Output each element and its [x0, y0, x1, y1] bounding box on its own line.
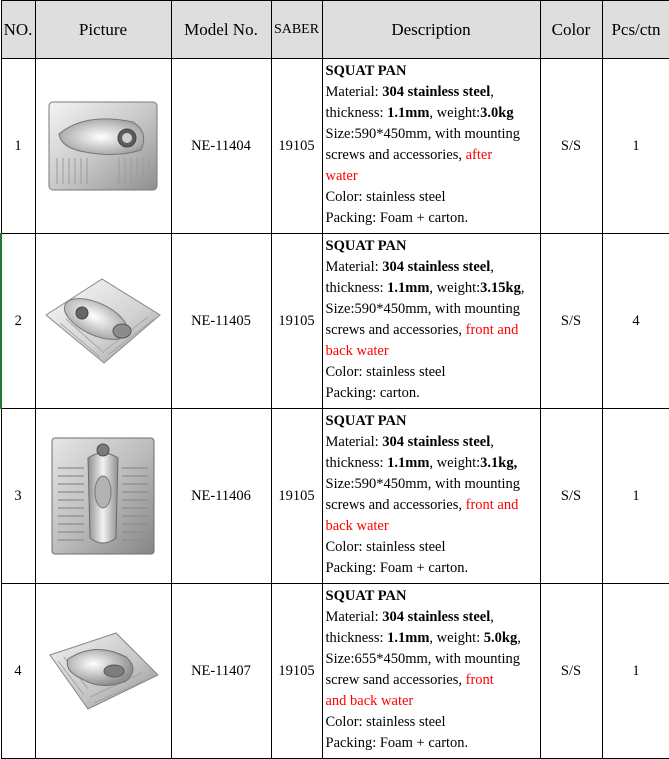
description-line: [326, 474, 537, 495]
color-value: S/S: [540, 59, 602, 234]
squat-pan-angled-icon: [42, 271, 164, 371]
description-text: Packing: Foam + carton.: [325, 560, 469, 576]
description-line: [326, 362, 537, 383]
description-text: front: [465, 672, 494, 688]
description-text: screw sand accessories,: [325, 672, 466, 688]
description-text: Material:: [325, 84, 383, 100]
description-text: 304 stainless steel: [382, 609, 491, 625]
description-cell: [322, 409, 540, 584]
description-line: [326, 257, 537, 278]
pcs-per-carton: 1: [602, 584, 669, 759]
description-text: 304 stainless steel: [382, 84, 491, 100]
description-text: , weight:: [429, 630, 484, 646]
saber-code: 19105: [271, 584, 322, 759]
description-text: 1.1mm: [387, 105, 430, 121]
saber-code: 19105: [271, 59, 322, 234]
pcs-per-carton: 1: [602, 409, 669, 584]
description-line: [326, 733, 537, 754]
description-text: 1.1mm: [387, 455, 430, 471]
description-text: ,: [490, 609, 494, 625]
header-pcs: Pcs/ctn: [602, 1, 669, 59]
description-text: and back water: [325, 693, 414, 709]
description-text: Material:: [325, 609, 383, 625]
description-text: SQUAT PAN: [325, 238, 407, 254]
description-line: [326, 432, 537, 453]
description-text: Packing: Foam + carton.: [325, 210, 469, 226]
description-text: 304 stainless steel: [382, 434, 491, 450]
description-text: screws and accessories,: [325, 147, 466, 163]
saber-code: 19105: [271, 409, 322, 584]
description-line: [326, 145, 537, 166]
description-line: [326, 187, 537, 208]
description-text: thickness:: [325, 630, 388, 646]
row-no: 2: [1, 234, 35, 409]
description-line: [326, 691, 537, 712]
model-number: NE-11406: [171, 409, 271, 584]
description-line: [326, 341, 537, 362]
squat-pan-top-icon: [48, 434, 158, 558]
header-model: Model No.: [171, 1, 271, 59]
description-text: , weight:: [429, 280, 481, 296]
description-line: [326, 82, 537, 103]
description-text: Color: stainless steel: [325, 364, 446, 380]
row-no: 3: [1, 409, 35, 584]
description-line: [326, 166, 537, 187]
description-text: water: [325, 168, 358, 184]
model-number: NE-11405: [171, 234, 271, 409]
description-line: [326, 124, 537, 145]
squat-pan-flat-icon: [45, 98, 161, 194]
description-text: Material:: [325, 259, 383, 275]
header-saber: SABER: [271, 1, 322, 59]
description-text: Color: stainless steel: [325, 189, 446, 205]
description-text: 304 stainless steel: [382, 259, 491, 275]
description-text: 3.1kg,: [480, 455, 518, 471]
row-no: 4: [1, 584, 35, 759]
squat-pan-deep-icon: [44, 625, 162, 717]
model-number: NE-11404: [171, 59, 271, 234]
description-line: [326, 103, 537, 124]
description-text: Material:: [325, 434, 383, 450]
description-text: ,: [517, 630, 521, 646]
description-text: Color: stainless steel: [325, 714, 446, 730]
description-text: screws and accessories,: [325, 322, 466, 338]
description-line: [326, 278, 537, 299]
table-row: [1, 234, 669, 409]
description-line: [326, 61, 537, 82]
description-text: Color: stainless steel: [325, 539, 446, 555]
product-picture: [35, 234, 171, 409]
description-line: [326, 586, 537, 607]
description-line: [326, 320, 537, 341]
row-no: 1: [1, 59, 35, 234]
description-text: , weight:: [429, 105, 481, 121]
table-row: [1, 409, 669, 584]
description-text: back water: [325, 518, 389, 534]
description-text: , weight:: [429, 455, 481, 471]
description-line: [326, 558, 537, 579]
pcs-per-carton: 1: [602, 59, 669, 234]
description-text: thickness:: [325, 280, 388, 296]
description-text: Size:590*450mm, with mounting: [325, 126, 521, 142]
description-cell: [322, 584, 540, 759]
saber-code: 19105: [271, 234, 322, 409]
description-line: [326, 208, 537, 229]
description-text: ,: [490, 84, 494, 100]
pcs-per-carton: 4: [602, 234, 669, 409]
description-text: Packing: carton.: [325, 385, 420, 401]
description-line: [326, 453, 537, 474]
description-text: Size:655*450mm, with mounting: [325, 651, 521, 667]
product-picture: [35, 59, 171, 234]
header-description: Description: [322, 1, 540, 59]
description-line: [326, 516, 537, 537]
description-text: front and: [465, 322, 519, 338]
color-value: S/S: [540, 409, 602, 584]
description-text: Size:590*450mm, with mounting: [325, 476, 521, 492]
table-row: [1, 59, 669, 234]
description-text: ,: [520, 280, 525, 296]
description-line: [326, 712, 537, 733]
description-text: back water: [325, 343, 389, 359]
description-line: [326, 299, 537, 320]
description-line: [326, 411, 537, 432]
product-picture: [35, 409, 171, 584]
table-row: [1, 584, 669, 759]
description-text: thickness:: [325, 105, 388, 121]
header-color: Color: [540, 1, 602, 59]
description-text: Packing: Foam + carton.: [325, 735, 469, 751]
header-picture: Picture: [35, 1, 171, 59]
description-line: [326, 236, 537, 257]
description-text: thickness:: [325, 455, 388, 471]
description-text: Size:590*450mm, with mounting: [325, 301, 521, 317]
description-text: SQUAT PAN: [325, 588, 407, 604]
description-text: SQUAT PAN: [325, 413, 407, 429]
description-text: 1.1mm: [387, 630, 430, 646]
description-text: SQUAT PAN: [325, 63, 407, 79]
description-line: [326, 628, 537, 649]
description-line: [326, 649, 537, 670]
description-text: 3.15kg: [480, 280, 521, 296]
description-text: ,: [490, 434, 494, 450]
description-line: [326, 607, 537, 628]
model-number: NE-11407: [171, 584, 271, 759]
product-picture: [35, 584, 171, 759]
description-cell: [322, 59, 540, 234]
description-text: front and: [465, 497, 519, 513]
header-row: [1, 1, 669, 59]
description-text: ,: [490, 259, 494, 275]
description-line: [326, 383, 537, 404]
description-text: 1.1mm: [387, 280, 430, 296]
header-no: NO.: [1, 1, 35, 59]
description-text: 3.0kg: [480, 105, 514, 121]
color-value: S/S: [540, 234, 602, 409]
description-cell: [322, 234, 540, 409]
description-text: 5.0kg: [483, 630, 518, 646]
description-line: [326, 495, 537, 516]
description-line: [326, 537, 537, 558]
description-text: screws and accessories,: [325, 497, 466, 513]
color-value: S/S: [540, 584, 602, 759]
description-line: [326, 670, 537, 691]
description-text: after: [465, 147, 493, 163]
